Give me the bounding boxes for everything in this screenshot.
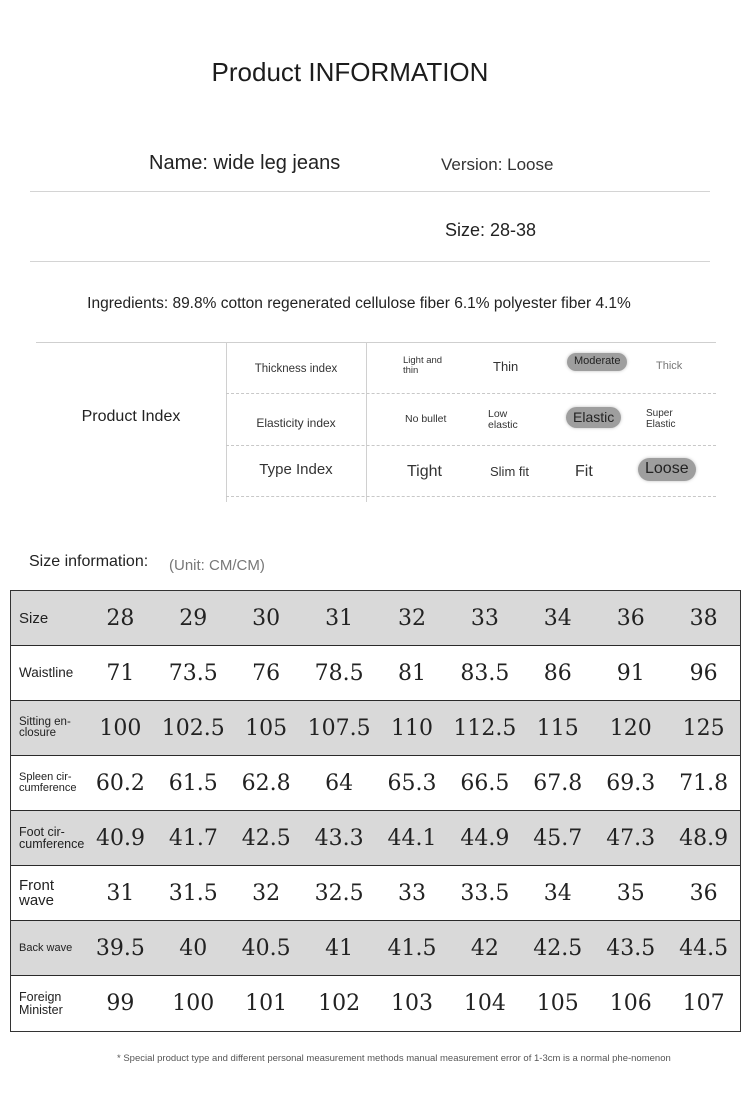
product-index-table [36,342,716,504]
thickness-index-label: Thickness index [254,363,338,375]
table-cell: 112.5 [453,715,517,741]
table-cell: 101 [245,991,288,1016]
table-cell: 83.5 [460,660,510,686]
table-cell: 96 [689,660,718,686]
table-row [11,591,740,646]
product-name: Name: wide leg jeans [149,152,341,174]
row-label: Waistline [19,665,74,681]
divider [226,393,716,394]
table-cell: 120 [609,715,652,741]
table-cell: 31.5 [168,880,218,906]
table-cell: 69.3 [606,770,656,796]
table-cell: 32 [397,605,426,631]
table-cell: 31 [106,880,135,906]
table-cell: 105 [536,991,579,1016]
table-cell: 102 [318,991,361,1016]
table-cell: 38 [689,605,718,631]
type-option-tight: Tight [407,463,442,480]
table-cell: 81 [397,660,426,686]
table-cell: 67.8 [533,770,583,796]
table-cell: 36 [616,605,645,631]
row-label: Foreign Minister [19,990,63,1017]
table-cell: 33 [397,880,426,906]
table-cell: 105 [245,715,288,741]
selected-pill: Elastic [566,407,621,428]
table-cell: 110 [390,715,433,741]
table-cell: 104 [463,991,506,1016]
selected-pill: Moderate [567,353,627,371]
table-cell: 106 [609,991,652,1016]
table-row [11,976,740,1031]
row-label: Spleen cir-cumference [19,771,77,794]
table-row [11,811,740,866]
type-option-slim-fit: Slim fit [490,464,529,479]
table-cell: 76 [252,660,281,686]
table-cell: 34 [543,880,572,906]
table-cell: 42 [470,935,499,961]
table-cell: 42.5 [533,935,583,961]
elasticity-option-elastic [566,407,621,428]
table-cell: 39.5 [95,935,145,961]
table-cell: 73.5 [168,660,218,686]
table-cell: 43.3 [314,825,364,851]
table-row [11,866,740,921]
table-cell: 62.8 [241,770,291,796]
table-cell: 71.8 [679,770,729,796]
elasticity-option-no-bullet: No bullet [405,413,447,425]
row-label: Size [19,609,49,627]
table-cell: 64 [325,770,354,796]
table-cell: 66.5 [460,770,510,796]
type-index-label: Type Index [259,461,333,478]
table-cell: 100 [172,991,215,1016]
row-label: Sitting en-closure [19,715,71,739]
table-cell: 42.5 [241,825,291,851]
table-cell: 33.5 [460,880,510,906]
table-cell: 48.9 [679,825,729,851]
table-cell: 91 [616,660,645,686]
table-cell: 28 [106,605,135,631]
table-row [11,701,740,756]
divider [226,445,716,446]
table-cell: 33 [470,605,499,631]
table-cell: 78.5 [314,660,364,686]
divider [366,342,367,502]
product-index-label: Product Index [81,408,181,425]
table-cell: 115 [536,715,579,741]
table-cell: 32 [252,880,281,906]
product-version: Version: Loose [441,155,554,174]
table-cell: 41.5 [387,935,437,961]
size-unit-label: (Unit: CM/CM) [169,557,265,574]
table-cell: 35 [616,880,645,906]
table-cell: 41.7 [168,825,218,851]
thickness-option-light-and-thin: Light and thin [403,355,443,376]
size-information-heading: Size information: [29,553,149,570]
table-row [11,756,740,811]
table-cell: 61.5 [168,770,218,796]
table-cell: 103 [390,991,433,1016]
table-cell: 60.2 [95,770,145,796]
table-cell: 44.9 [460,825,510,851]
table-cell: 29 [179,605,208,631]
page-title: Product INFORMATION [211,57,489,87]
table-cell: 107 [682,991,725,1016]
thickness-option-moderate [567,353,627,371]
elasticity-index-label: Elasticity index [256,416,336,430]
type-option-fit: Fit [575,463,593,480]
table-cell: 47.3 [606,825,656,851]
table-cell: 31 [325,605,354,631]
table-row [11,921,740,976]
elasticity-option-super-elastic: Super Elastic [646,408,676,430]
type-option-loose [638,458,696,481]
divider [36,342,716,343]
table-cell: 40 [179,935,208,961]
selected-pill: Loose [638,458,696,481]
table-cell: 65.3 [387,770,437,796]
table-cell: 71 [106,660,135,686]
table-cell: 44.1 [387,825,437,851]
table-cell: 32.5 [314,880,364,906]
divider [30,261,710,262]
table-cell: 44.5 [679,935,729,961]
row-label: Back wave [19,941,73,954]
product-size: Size: 28-38 [445,220,537,240]
table-cell: 41 [325,935,354,961]
table-cell: 45.7 [533,825,583,851]
product-ingredients: Ingredients: 89.8% cotton regenerated cellulose fiber 6.1% polyester fiber 4.1% [87,295,631,312]
table-cell: 36 [689,880,718,906]
table-cell: 99 [106,991,135,1016]
size-table [10,590,741,1032]
thickness-option-thick: Thick [656,360,683,372]
table-cell: 30 [252,605,281,631]
divider [226,496,716,497]
table-cell: 102.5 [161,715,225,741]
row-label: Front wave [19,877,55,909]
table-row [11,646,740,701]
table-cell: 107.5 [307,715,371,741]
row-label: Foot cir-cumference [19,824,85,851]
table-cell: 125 [682,715,725,741]
table-cell: 40.9 [95,825,145,851]
divider [30,191,710,192]
table-cell: 86 [543,660,572,686]
measurement-footnote: * Special product type and different personal measurement methods manual measurement error of 1-3cm is a normal phe-nomenon [117,1053,671,1064]
table-cell: 100 [99,715,142,741]
thickness-option-thin: Thin [493,359,519,374]
table-cell: 34 [543,605,572,631]
table-cell: 43.5 [606,935,656,961]
table-cell: 40.5 [241,935,291,961]
elasticity-option-low-elastic: Low elastic [488,408,518,432]
